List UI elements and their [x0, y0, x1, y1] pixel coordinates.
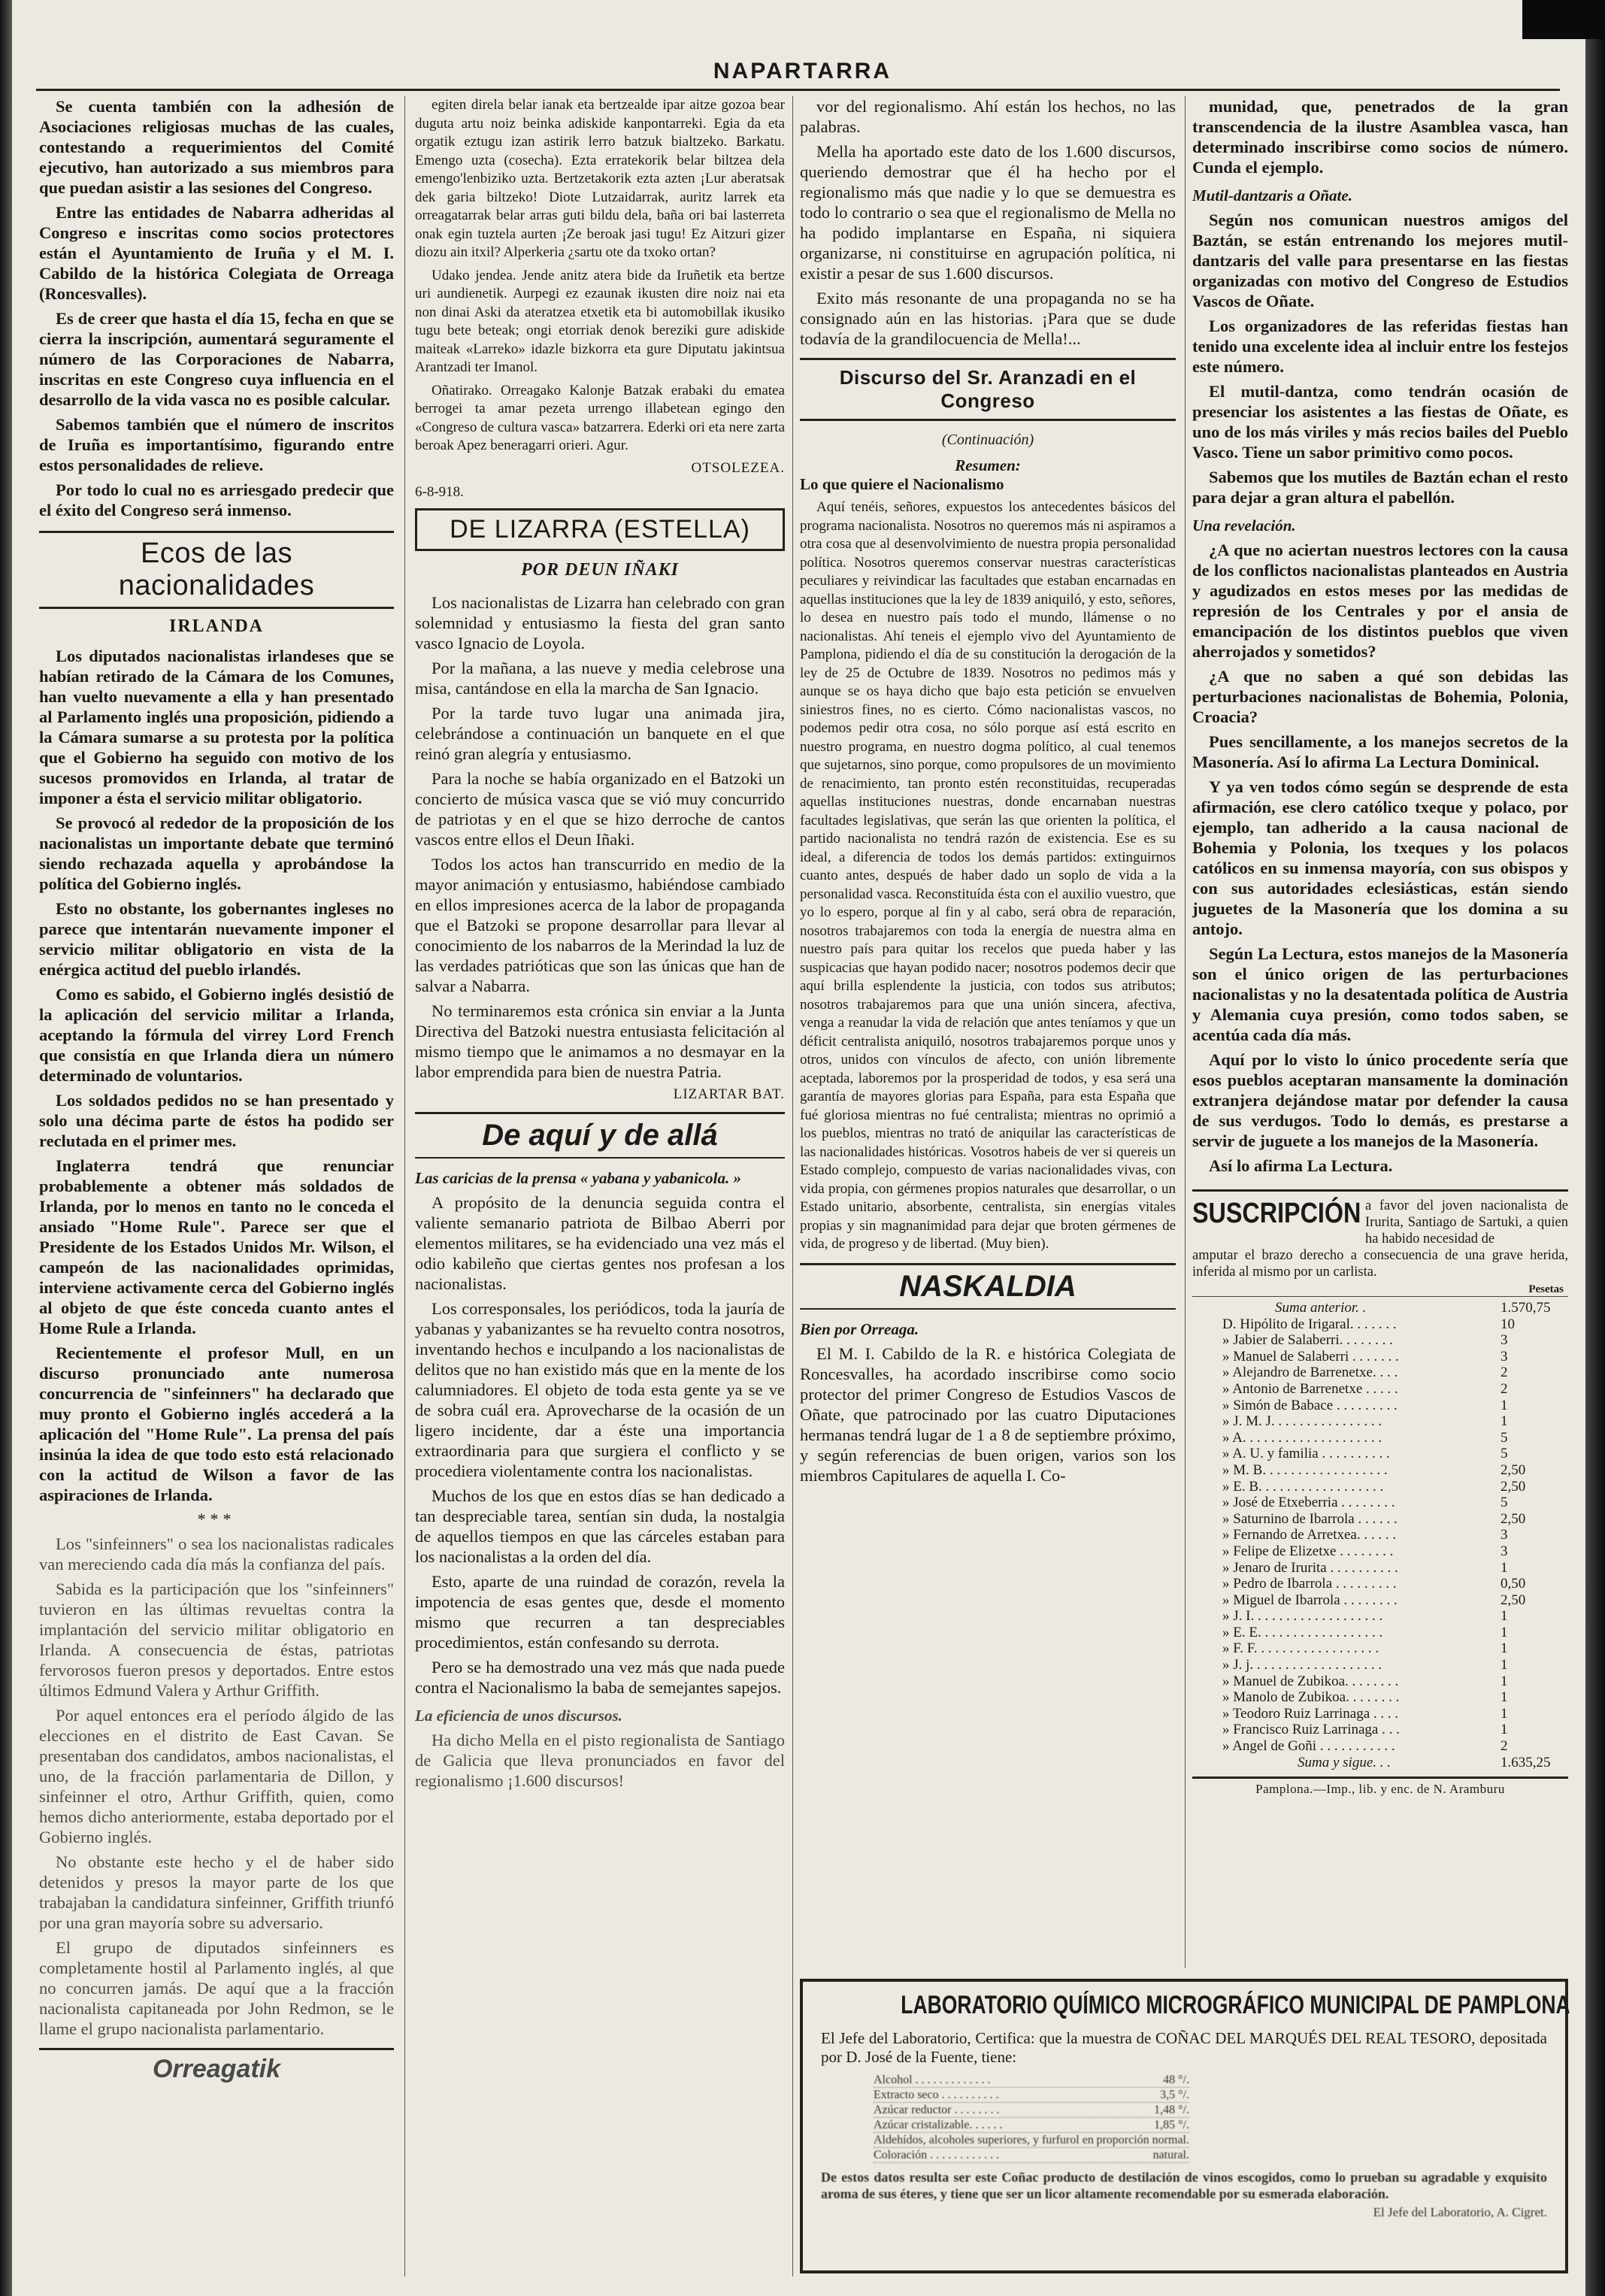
bottom-fragment-title: Orreagatik	[39, 2048, 394, 2089]
donor-amount: 3	[1501, 1527, 1508, 1543]
analysis-label: Alcohol . . . . . . . . . . . . .	[874, 2073, 991, 2086]
discurso-article	[800, 498, 1176, 1254]
donor-amount: 1	[1501, 1413, 1508, 1430]
analysis-row	[874, 2103, 1189, 2118]
paragraph: Como es sabido, el Gobierno inglés desistió de la aplicación del servicio militar a Irlanda, aceptando la fórmula del virrey Lord French que consistía en que Irlanda diera un número determinado de voluntarios.	[39, 985, 394, 1085]
suscripcion-intro: a favor del joven nacionalista de Irurita, Santiago de Sartuki, a quien ha habido necesidad de	[1365, 1198, 1568, 1246]
paragraph: A propósito de la denuncia seguida contra el valiente semanario patriota de Bilbao Aberri por elementos militares, se ha evidenciado una vez más el odio kabileño que ciertas gentes nos profesan a los nacionalistas.	[415, 1192, 785, 1293]
suscripcion-row	[1192, 1511, 1568, 1528]
suscripcion-row	[1192, 1349, 1568, 1365]
donor-amount: 1	[1501, 1722, 1508, 1738]
paragraph: Aquí tenéis, señores, expuestos los antecedentes básicos del programa nacionalista. Nosotros no queremos más ni aspiramos a otra cosa que al desenvolvimiento de nuestra propia personalidad política. Nosotros queremos conservar nuestras características peculiares y reivindicar las facultades que estaban encarnadas en aquellas instituciones que la ley de 1839 aniquiló, y esto, señores, lo desea en nuestro país todo el mundo, llámense o no nacionalistas. Ahí teneis el ejemplo vivo del Ayuntamiento de Pamplona, pidiendo el día de su constitución la derogación de la ley de 25 de Octubre de 1839. Nosotros no pedimos más y aunque se os haya dicho que bajo esta petición se envuelven siniestros fines, no es cierto. Cómo nacionalistas vascos, no podemos pedir otra cosa, no sólo porque así está escrito en nuestro programa, en nuestro dogma político, al cual tenemos que sujetarnos, sino porque, como propulsores de un movimiento de renacimiento, tan pronto estén reconstituidas, recuperadas aquellas instituciones nuestras, donde encarnaban nuestras facultades legislativas, que serán las que orienten la política, el partido nacionalista no tendrá razón de existencia. Ese es su ideal, a diferencia de todos los demás partidos: extinguirnos cuanto antes, después de haber dado un soplo de vida a la personalidad vasca. Reconstituída ésta con el auxilio vuestro, que yo lo espero, porque al fin y al cabo, será obra de reparación, nosotros trabajaremos con toda la energía de nuestra alma en nuestro país para quitar los recelos que pueda haber y las suspicacias que hayan podido nacer; nosotros podemos decir que aquí brilla esplendente la justicia, con todos sus atributos; nosotros trabajaremos para que una unión sincera, afectiva, venga a reanudar la vida de relación que antes teníamos y que un déficit centralista aniquiló, nosotros trabajaremos porque unos y otros, unidos con vínculos de afecto, con unión libremente aceptada, laboremos por la prosperidad de todos, y esa será una garantía de mayores glorias para España, para esta España que fué gloriosa mientras no fué centralista; mientras no oprimió a los pueblos, mientras no trató de aniquilar las características de las nacionalidades históricas. Vosotros habeis de ver si quereis un Estado complejo, compuesto de varias nacionalidades vivas, con vida propia, con gérmenes propios naturales que desarrollar, o un Estado unitario, absorbente, centralista, sin energías vitales propias y sin magnanimidad para dejar que broten gérmenes de vida, de progreso y de libertad. (Muy bien).	[800, 499, 1176, 1252]
donor-amount: 2	[1501, 1738, 1508, 1755]
naskaldia-title: NASKALDIA	[800, 1263, 1176, 1310]
suscripcion-row	[1192, 1722, 1568, 1738]
donor-amount: 1	[1501, 1559, 1508, 1576]
donor-name: » E. E. . . . . . . . . . . . . . . . . .	[1222, 1624, 1383, 1640]
scan-corner	[1522, 0, 1605, 39]
paragraph: No terminaremos esta crónica sin enviar a la Junta Directiva del Batzoki nuestra entusiasta felicitación al mismo tiempo que le animamos a no desmayar en la labor emprendida para bien de nuestra Patria.	[415, 1001, 785, 1081]
analysis-label: Extracto seco . . . . . . . . . .	[874, 2089, 999, 2101]
euskara-letter	[415, 96, 785, 456]
eficiencia-paragraph: Ha dicho Mella en el pisto regionalista de Santiago de Galicia que lleva pronunciados en favor del regionalismo ¡1.600 discursos!	[415, 1730, 785, 1790]
donor-name: » Jabier de Salaberri. . . . . . . .	[1222, 1332, 1393, 1349]
suscripcion-row	[1192, 1592, 1568, 1609]
donor-amount: 1	[1501, 1608, 1508, 1625]
donor-name: » Manuel de Salaberri . . . . . . .	[1222, 1348, 1399, 1365]
paragraph: Recientemente el profesor Mull, en un discurso pronunciado ante numerosa concurrencia de "sinfeinners" ha declarado que muy pronto el Gobierno inglés accederá a la aplicación del "Home Rule". La prensa del país insinúa la idea de que todo esto está relacionado con la actitud de Wilson a favor de las aspiraciones de Irlanda.	[39, 1343, 394, 1504]
naskaldia-rubric: Bien por Orreaga.	[800, 1319, 919, 1338]
donor-name: » Antonio de Barrenetxe . . . . .	[1222, 1380, 1398, 1397]
donor-amount: 3	[1501, 1348, 1508, 1365]
donor-name: » Pedro de Ibarrola . . . . . . . . .	[1222, 1576, 1397, 1592]
paragraph: Esto no obstante, los gobernantes ingleses no parece que intentarán nuevamente imponer el servicio militar obligatorio en vista de la enérgica actitud del pueblo irlandés.	[39, 899, 394, 979]
paragraph: Todos los actos han transcurrido en medio de la mayor animación y entusiasmo, habiéndose cambiado en ellos impresiones acerca de la labor de propaganda que el Batzoki se propone desarrollar para llevar al conocimiento de los nabarros de la Merindad la luz de las verdades patrióticas que son las únicas que han de salvar a Nabarra.	[415, 854, 785, 995]
suscripcion-row	[1192, 1316, 1568, 1333]
column-3	[800, 96, 1176, 1490]
laboratorio-cert: El Jefe del Laboratorio, Certifica: que la muestra de COÑAC DEL MARQUÉS DEL REAL TESORO, depositada por D. José de la Fuente, tiene:	[821, 2029, 1547, 2066]
donor-name: » Angel de Goñi . . . . . . . . . . .	[1222, 1738, 1395, 1755]
donor-name: » Miguel de Ibarrola . . . . . . . .	[1222, 1592, 1398, 1608]
suscripcion-row	[1192, 1738, 1568, 1755]
paragraph: egiten direla belar ianak eta bertzealde ipar aitze gozoa bear duguta artu noiz beinka adiskide kanpontarreki. Egia da eta orgatik eztugu izan astirik lerro batzuk bialtzeko. Barkatu. Emengo uzta (cosecha). Ezta erratekorik belar biltzea dela emengo'lenbiziko uzta. Bertzetakorik ezta azten ¡Lur aberatsak dek garia biltzeko! Diote Lutzaidarrak, auritz larrek eta orreagatarrak belar arras guti bildu dela, baña ori bai lasterreta onak egin tuztela aurten ¡Ze beroak jasi tugu! Ez Aitzuri gizer diozu ain itxil? Alperkeria ¿sartu ote da txoko ortan?	[415, 97, 785, 260]
suscripcion-row	[1192, 1527, 1568, 1543]
paragraph: Inglaterra tendrá que renunciar probablemente a obtener más soldados de Irlanda, por lo menos en tanto no le conceda el ansiado "Home Rule". Parece ser que el Presidente de los Estados Unidos Mr. Wilson, el campeón de las nacionalidades oprimidas, interviene activamente cerca del Gobierno inglés al objeto de que éste conceda cuanto antes el Home Rule a Irlanda.	[39, 1156, 394, 1337]
section-title-nacionalidades: Ecos de las nacionalidades	[39, 531, 394, 609]
paragraph: Los nacionalistas de Lizarra han celebrado con gran solemnidad y entusiasmo la fiesta del gran santo vasco Ignacio de Loyola.	[415, 592, 785, 653]
scan-right-edge	[1585, 0, 1605, 2296]
paragraph: El mutil-dantza, como tendrán ocasión de presenciar los asistentes a las fiestas de Oñate, es uno de los más viriles y más recios bailes del Pueblo Vasco. Tiene un sabor primitivo como pocos.	[1192, 382, 1568, 462]
suscripcion-row	[1192, 1674, 1568, 1690]
analysis-row	[874, 2088, 1189, 2103]
analysis-label: Azúcar reductor . . . . . . . .	[874, 2104, 1000, 2116]
donor-amount: 1	[1501, 1397, 1508, 1413]
donor-amount: 2,50	[1501, 1592, 1526, 1608]
paragraph: No obstante este hecho y el de haber sido detenidos y presos la mayor parte de los que trabajaban la candidatura sinfeinner, Griffith triunfó por una gran mayoría sobre su adversario.	[39, 1852, 394, 1932]
paragraph: Por todo lo cual no es arriesgado predecir que el éxito del Congreso será inmenso.	[39, 480, 394, 519]
column-divider	[1185, 96, 1186, 1968]
donor-name: » Simón de Babace . . . . . . . . .	[1222, 1397, 1398, 1413]
donor-amount: 5	[1501, 1446, 1508, 1462]
analysis-row	[874, 2073, 1189, 2088]
cabildo-continuation: munidad, que, penetrados de la gran transcendencia de la ilustre Asamblea vasca, han determinado inscribirse como socios de número. Cunda el ejemplo.	[1192, 97, 1568, 177]
suscripcion-box	[1192, 1189, 1568, 1797]
suscripcion-row	[1192, 1413, 1568, 1430]
donor-amount: 1	[1501, 1673, 1508, 1689]
suscripcion-row	[1192, 1560, 1568, 1577]
donor-name: » José de Etxeberria . . . . . . . .	[1222, 1495, 1395, 1511]
donor-name: » A. U. y familia . . . . . . . . . .	[1222, 1446, 1390, 1462]
analysis-value: natural.	[1152, 2149, 1189, 2161]
mutil-rubric: Mutil-dantzaris a Oñate.	[1192, 186, 1352, 204]
lizarra-title: DE LIZARRA (ESTELLA)	[415, 508, 785, 551]
paragraph: Según nos comunican nuestros amigos del Baztán, se están entrenando los mejores mutil-dantzaris del valle para presentarse en las fiestas organizadas con motivo del Congreso de Estudios Vascos de Oñate.	[1192, 211, 1568, 310]
discurso-continuation: (Continuación)	[941, 432, 1034, 448]
paragraph: Para la noche se había organizado en el Batzoki un concierto de música vasca que se vió muy concurrido de patriotas y en el que se hizo derroche de cantos vascos entre ellos el Deun Iñaki.	[415, 768, 785, 849]
paragraph: Pues sencillamente, a los manejos secretos de la Masonería. Así lo afirma La Lectura Dominical.	[1192, 732, 1568, 771]
column-divider	[792, 96, 793, 2276]
suscripcion-row	[1192, 1479, 1568, 1495]
donor-amount: 3	[1501, 1332, 1508, 1349]
paragraph: Es de creer que hasta el día 15, fecha en que se cierra la inscripción, aumentará seguramente el número de las Corporaciones de Nabarra, inscritas en este Congreso cuya influencia en el desarrollo de la vida vasca no es posible calcular.	[39, 309, 394, 409]
paragraph: Se provocó al rededor de la proposición de los nacionalistas un importante debate que terminó siendo rechazada aquella y aprobándose la política del Gobierno inglés.	[39, 813, 394, 893]
donor-name: » Jenaro de Irurita . . . . . . . . . .	[1222, 1559, 1398, 1576]
paragraph: Por la mañana, a las nueve y media celebrose una misa, cantándose en ella la marcha de San Ignacio.	[415, 658, 785, 698]
suscripcion-row	[1192, 1430, 1568, 1446]
revelacion-rubric: Una revelación.	[1192, 516, 1296, 535]
suscripcion-row: Suma y sigue. . . 1.635,25	[1298, 1754, 1551, 1770]
donor-name: » Felipe de Elizetxe . . . . . . . .	[1222, 1543, 1394, 1559]
paragraph: Esto, aparte de una ruindad de corazón, revela la impotencia de esas gentes que, desde el momento mismo que recurren a tan despreciables procedimientos, están confesando su derrota.	[415, 1571, 785, 1652]
laboratorio-foot: De estos datos resulta ser este Coñac producto de destilación de vinos escogidos, como lo prueban su agradable y exquisito aroma de sus éteres, y tiene que ser un licor altamente recomendable por su esmerada elaboración.	[821, 2170, 1547, 2201]
naskaldia-paragraph: El M. I. Cabildo de la R. e histórica Colegiata de Roncesvalles, ha acordado inscribirse como socio protector del primer Congreso de Estudios Vascos de Oñate, que patrocinado por las cuatro Diputaciones hermanas tendrá lugar de 1 a 8 de septiembre próximo, y según referencias de buen origen, varios son los miembros Capitulares de aquella I. Co-	[800, 1343, 1176, 1485]
donor-amount: 2	[1501, 1365, 1508, 1381]
donor-amount: 1	[1501, 1657, 1508, 1674]
aqui-rubric: Las caricias de la prensa « yabana y yabanicola. »	[415, 1168, 741, 1187]
suscripcion-row	[1192, 1398, 1568, 1414]
donor-amount: 5	[1501, 1495, 1508, 1511]
masthead: NAPARTARRA	[713, 59, 892, 83]
suscripcion-list	[1192, 1316, 1568, 1755]
donor-name: » J. M. J. . . . . . . . . . . . . . . .	[1222, 1413, 1382, 1430]
suscripcion-title: SUSCRIPCIÓN	[1192, 1198, 1361, 1229]
pesetas-header: Pesetas	[1192, 1283, 1568, 1297]
paragraph: vor del regionalismo. Ahí están los hechos, no las palabras.	[800, 97, 1176, 136]
donor-amount: 1	[1501, 1689, 1508, 1706]
section-subtitle-irlanda: IRLANDA	[168, 616, 264, 636]
sinfein-article	[39, 1534, 394, 2039]
masthead-rule	[36, 89, 1560, 91]
imprint: Pamplona.—Imp., lib. y enc. de N. Aramburu	[1192, 1777, 1568, 1797]
laboratorio-advert	[800, 1979, 1568, 2273]
paragraph: Según La Lectura, estos manejos de la Masonería son el único origen de las perturbaciones nacionalistas y no la desatentada política de Austria y Alemania cuya presión, como todos saben, se acentúa cada día más.	[1192, 944, 1568, 1044]
analysis-row	[874, 2118, 1189, 2133]
donor-name: » Manolo de Zubikoa. . . . . . . .	[1222, 1689, 1400, 1706]
paragraph: Muchos de los que en estos días se han dedicado a tan despreciable tarea, sentían sin duda, la nostalgia de aquellos tiempos en que las cárceles estaban para los nacionalistas a la orden del día.	[415, 1486, 785, 1566]
laboratorio-title: LABORATORIO QUÍMICO MICROGRÁFICO MUNICIPAL DE PAMPLONA	[901, 1991, 1570, 2019]
paragraph: Por aquel entonces era el período álgido de las elecciones en el distrito de East Cavan. Se presentaban dos candidatos, ambos nacionalistas, el uno, de la fracción parlamentaria de Dillon, y sinfeinner el otro, Arthur Griffith, quien, como hemos dicho anteriormente, estaba deportado por el Gobierno inglés.	[39, 1706, 394, 1846]
paragraph: Los diputados nacionalistas irlandeses que se habían retirado de la Cámara de los Comunes, han vuelto nuevamente a ella y han presentado al Parlamento inglés una proposición, pidiendo a la Cámara sumarse a su protesta por la política que el Gobierno ha seguido con motivo de los sucesos promovidos en Irlanda, al tratar de imponer a ésta el servicio militar obligatorio.	[39, 647, 394, 807]
paragraph: Se cuenta también con la adhesión de Asociaciones religiosas muchas de las cuales, contestando a requerimientos del Comité ejecutivo, han autorizado a sus miembros para que puedan asistir a las sesiones del Congreso.	[39, 97, 394, 197]
analysis-row	[874, 2148, 1189, 2163]
discurso-resumen: Resumen:	[955, 456, 1021, 474]
suscripcion-row	[1192, 1689, 1568, 1706]
analysis-value: 1,85 °/.	[1154, 2119, 1189, 2131]
donor-name: » M. B. . . . . . . . . . . . . . . . . .	[1222, 1462, 1388, 1478]
paragraph: Entre las entidades de Nabarra adheridas al Congreso e inscritas como socios protectores están el Ayuntamiento de Iruña y el M. I. Cabildo de la histórica Colegiata de Orreaga (Roncesvalles).	[39, 203, 394, 303]
donor-name: » A. . . . . . . . . . . . . . . . . . . .	[1222, 1429, 1382, 1446]
paragraph: Los "sinfeinners" o sea los nacionalistas radicales van mereciendo cada día más la confianza del país.	[39, 1534, 394, 1574]
paragraph: Pero se ha demostrado una vez más que nada puede contra el Nacionalismo la baba de semejantes sapejos.	[415, 1657, 785, 1697]
paragraph: Aquí por lo visto lo único procedente sería que esos pueblos aceptaran mansamente la dominación extranjera dejándose matar por defender la causa de sus verdugos. Todo lo demás, es prestarse a servir de juguete a los manejos de la Masonería.	[1192, 1050, 1568, 1150]
suscripcion-intro-cont: amputar el brazo derecho a consecuencia de una grave herida, inferida al mismo por un carlista.	[1192, 1248, 1568, 1280]
donor-name: » Francisco Ruiz Larrinaga . . .	[1222, 1722, 1400, 1738]
aqui-title: De aquí y de allá	[415, 1112, 785, 1159]
mella-article	[800, 96, 1176, 349]
discurso-lead: Lo que quiere el Nacionalismo	[800, 475, 1004, 493]
donor-name: » F. F. . . . . . . . . . . . . . . . . .	[1222, 1640, 1379, 1657]
paragraph: Oñatirako. Orreagako Kalonje Batzak erabaki du ematea berrogei ta amar pezeta urrengo illabetean egingo den «Congreso de cultura vasca» batzarrera. Ederki ori eta nere zarta beroak Apez beneragarri orieri. Agur.	[415, 382, 785, 453]
paragraph: Los corresponsales, los periódicos, toda la jauría de yabanas y yabanizantes se ha revuelto contra nosotros, inventando hechos e inculpando a los nacionalistas de delitos que no han existido más que en la mente de los calumniadores. El objeto de toda esta gente ya se ve de sobra cuál era. Aprovecharse de la ocasión de un ligero incidente, dar a éste una importancia extraordinaria para que surgiera el conflicto y se procediera violentamente contra los nacionalistas.	[415, 1298, 785, 1480]
paragraph: Udako jendea. Jende anitz atera bide da Iruñetik eta bertze uri aundienetik. Aurpegi ez ezaunak ikusten dire noiz nai eta non dinai Aski da ateratzea etxetik eta bi automobillak ikusiko tugu bete beteak; ongi etorriak denok bereziki gure adiskide maiteak «Larreko» idazle bizkorra eta gure Diputatu jakintsua Arantzadi ter Imanol.	[415, 267, 785, 375]
suscripcion-row	[1192, 1495, 1568, 1511]
column-divider	[404, 96, 405, 2276]
paragraph: Sabemos también que el número de inscritos de Iruña es importantísimo, figurando entre estos personalidades de relieve.	[39, 415, 394, 474]
separator-stars: ***	[197, 1510, 236, 1528]
paragraph: Sabida es la participación que los "sinfeinners" tuvieron en las últimas revueltas contra la implantación del servicio militar obligatorio en Irlanda. A consecuencia de éstas, patriotas fervorosos fueron presos y deportados. Entre estos últimos Edmund Valera y Arthur Griffith.	[39, 1580, 394, 1700]
eficiencia-rubric: La eficiencia de unos discursos.	[415, 1706, 622, 1725]
laboratorio-sign: El Jefe del Laboratorio, A. Cigret.	[1373, 2205, 1547, 2219]
paragraph: Sabemos que los mutiles de Baztán echan el resto para dejar a gran altura el pabellón.	[1192, 468, 1568, 507]
analysis-row	[874, 2133, 1189, 2148]
analysis-label: Aldehídos, alcoholes superiores, y furfurol en	[874, 2134, 1094, 2146]
donor-amount: 2,50	[1501, 1462, 1526, 1478]
scan-left-edge	[0, 0, 12, 2296]
donor-amount: 5	[1501, 1429, 1508, 1446]
analysis-label: Azúcar cristalizable. . . . . .	[874, 2119, 1003, 2131]
suscripcion-row	[1192, 1625, 1568, 1641]
paragraph: Los soldados pedidos no se han presentado y solo una décima parte de éstos ha podido ser reclutada en el primer mes.	[39, 1091, 394, 1150]
paragraph: ¿A que no aciertan nuestros lectores con la causa de los conflictos nacionalistas planteados en Austria y agudizados en estos meses por las medidas de represión de los Centrales y por el ansia de emancipación de los distintos pueblos que viven aherrojados y sometidos?	[1192, 541, 1568, 661]
analysis-value: 3,5 °/.	[1160, 2089, 1189, 2101]
donor-name: » E. B. . . . . . . . . . . . . . . . . .	[1222, 1478, 1384, 1495]
mutil-article	[1192, 210, 1568, 507]
suscripcion-row	[1192, 1381, 1568, 1398]
suscripcion-row	[1192, 1657, 1568, 1674]
irlanda-article	[39, 646, 394, 1505]
suscripcion-row: Suma anterior. . 1.570,75	[1275, 1300, 1551, 1316]
column-4	[1192, 96, 1568, 1797]
paragraph: El grupo de diputados sinfeinners es completamente hostil al Parlamento inglés, al que no concurren jamás. De aquí que a la fracción nacionalista capitaneada por John Redmon, se le llame el grupo nacionalista parlamentario.	[39, 1938, 394, 2038]
paragraph: Por la tarde tuvo lugar una animada jira, celebrándose a continuación un banquete en el que reinó gran alegría y entusiasmo.	[415, 703, 785, 763]
lizarra-byline: POR DEUN IÑAKI	[520, 559, 680, 580]
column-2	[415, 96, 785, 1795]
donor-name: » Teodoro Ruiz Larrinaga . . . .	[1222, 1705, 1399, 1722]
donor-name: » Alejandro de Barrenetxe. . . .	[1222, 1365, 1398, 1381]
suscripcion-row	[1192, 1640, 1568, 1657]
suscripcion-row	[1192, 1462, 1568, 1479]
laboratorio-analysis	[874, 2073, 1189, 2163]
donor-name: » Manuel de Zubikoa. . . . . . . .	[1222, 1673, 1399, 1689]
donor-name: » J. I. . . . . . . . . . . . . . . . . . .	[1222, 1608, 1383, 1625]
donor-amount: 3	[1501, 1543, 1508, 1559]
donor-amount: 2	[1501, 1380, 1508, 1397]
congress-article	[39, 96, 394, 520]
suscripcion-row	[1192, 1608, 1568, 1625]
analysis-value: proporción normal.	[1096, 2134, 1189, 2146]
suscripcion-row	[1192, 1332, 1568, 1349]
donor-name: » Saturnino de Ibarrola . . . . . .	[1222, 1510, 1398, 1527]
donor-amount: 1	[1501, 1705, 1508, 1722]
discurso-title: Discurso del Sr. Aranzadi en el Congreso	[800, 358, 1176, 421]
lizarra-article	[415, 592, 785, 1082]
donor-name: D. Hipólito de Irigaral. . . . . . .	[1222, 1316, 1397, 1332]
donor-amount: 2,50	[1501, 1478, 1526, 1495]
analysis-value: 1,48 °/.	[1154, 2104, 1189, 2116]
suscripcion-row	[1192, 1446, 1568, 1462]
suscripcion-row	[1192, 1543, 1568, 1560]
analysis-label: Coloración . . . . . . . . . . . .	[874, 2149, 1000, 2161]
paragraph: ¿A que no saben a qué son debidas las perturbaciones nacionalistas de Bohemia, Polonia, Croacia?	[1192, 667, 1568, 726]
signature-otsolezea: OTSOLEZEA.	[691, 459, 785, 476]
revelacion-article	[1192, 540, 1568, 1176]
suscripcion-row	[1192, 1706, 1568, 1722]
analysis-value: 48 °/.	[1163, 2073, 1189, 2086]
paragraph: Los organizadores de las referidas fiestas han tenido una excelente idea al incluir entre los festejos este número.	[1192, 317, 1568, 376]
paragraph: Y ya ven todos cómo según se desprende de esta afirmación, ese clero católico txeque y polaco, por ejemplo, tan adherido a la causa nacional de Bohemia y Polonia, los txeques y los polacos católicos en su inmensa mayoría, con sus obispos y con sus autoridades eclesiásticas, están siendo juguetes de la Masonería que los domina a su antojo.	[1192, 777, 1568, 938]
suscripcion-row	[1192, 1365, 1568, 1381]
column-1	[39, 96, 394, 2099]
donor-name: » J. j. . . . . . . . . . . . . . . . . . .	[1222, 1657, 1382, 1674]
donor-name: » Fernando de Arretxea. . . . . .	[1222, 1527, 1397, 1543]
signature-lizartar: LIZARTAR BAT.	[673, 1086, 785, 1102]
paragraph: Exito más resonante de una propaganda no se ha consignado aún en las historias. ¡Para que se dude todavía de la grandilocuencia de Mella!...	[800, 289, 1176, 348]
donor-amount: 10	[1501, 1316, 1515, 1332]
donor-amount: 1	[1501, 1624, 1508, 1640]
paragraph: Así lo afirma La Lectura.	[1209, 1156, 1393, 1175]
dateline: 6-8-918.	[415, 483, 464, 500]
paragraph: Mella ha aportado este dato de los 1.600 discursos, queriendo demostrar que él ha hecho por el regionalismo más que nadie y lo que se demuestra es todo lo contrario o sea que el regionalismo de Mella no ha podido implantarse en España, ni siquiera organizarse, ni constituirse en agrupación política, ni existir a pesar de sus 1.600 discursos.	[800, 142, 1176, 283]
aqui-article	[415, 1192, 785, 1698]
donor-amount: 0,50	[1501, 1576, 1526, 1592]
suscripcion-row	[1192, 1576, 1568, 1592]
donor-amount: 1	[1501, 1640, 1508, 1657]
donor-amount: 2,50	[1501, 1510, 1526, 1527]
